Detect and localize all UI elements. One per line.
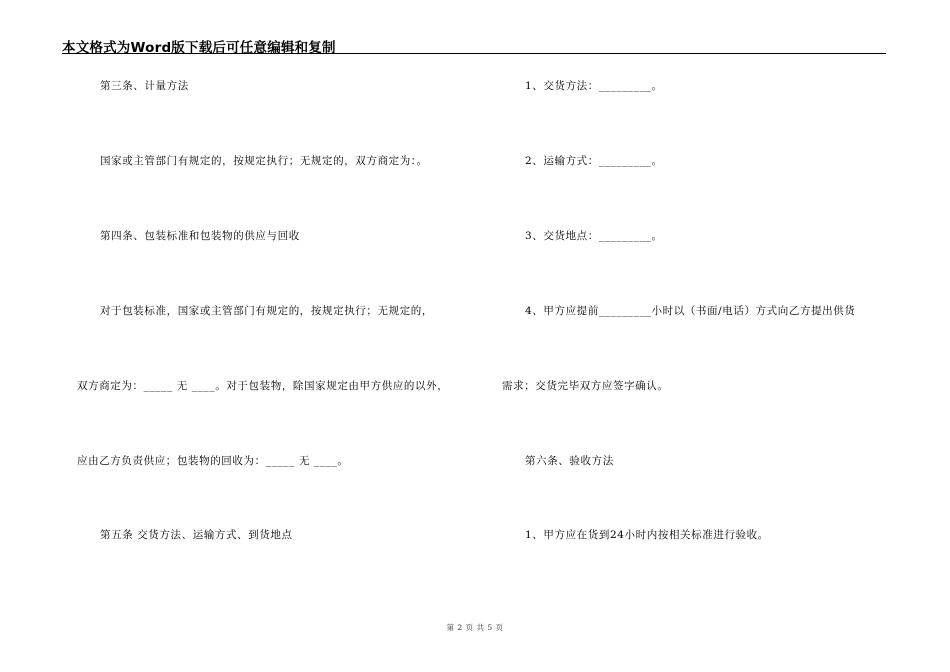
left-line-7: 第五条 交货方法、运输方式、到货地点: [100, 529, 293, 541]
page-indicator: 第 2 页 共 5 页: [446, 623, 504, 632]
left-line-1: 第三条、计量方法: [100, 80, 189, 92]
right-line-7: 1、甲方应在货到24小时内按相关标准进行验收。: [525, 529, 769, 541]
left-line-3: 第四条、包装标准和包装物的供应与回收: [100, 230, 300, 242]
header-rule: [62, 53, 886, 54]
right-line-6: 第六条、验收方法: [525, 455, 614, 467]
right-line-1: 1、交货方法：_________。: [525, 80, 663, 92]
right-line-4: 4、甲方应提前_________小时以（书面/电话）方式向乙方提出供货: [525, 305, 856, 317]
right-line-2: 2、运输方式：_________。: [525, 155, 663, 167]
left-line-2: 国家或主管部门有规定的，按规定执行；无规定的，双方商定为：。: [100, 155, 428, 167]
document-header: 本文格式为Word版下载后可任意编辑和复制: [62, 40, 336, 56]
left-line-5: 双方商定为：_____ 无 ____。对于包装物，除国家规定由甲方供应的以外，: [77, 380, 449, 392]
right-line-5: 需求；交货完毕双方应签字确认。: [502, 380, 669, 392]
left-line-4: 对于包装标准，国家或主管部门有规定的，按规定执行；无规定的，: [100, 305, 433, 317]
right-line-3: 3、交货地点：_________。: [525, 230, 663, 242]
left-line-6: 应由乙方负责供应；包装物的回收为：_____ 无 ____。: [77, 455, 349, 467]
